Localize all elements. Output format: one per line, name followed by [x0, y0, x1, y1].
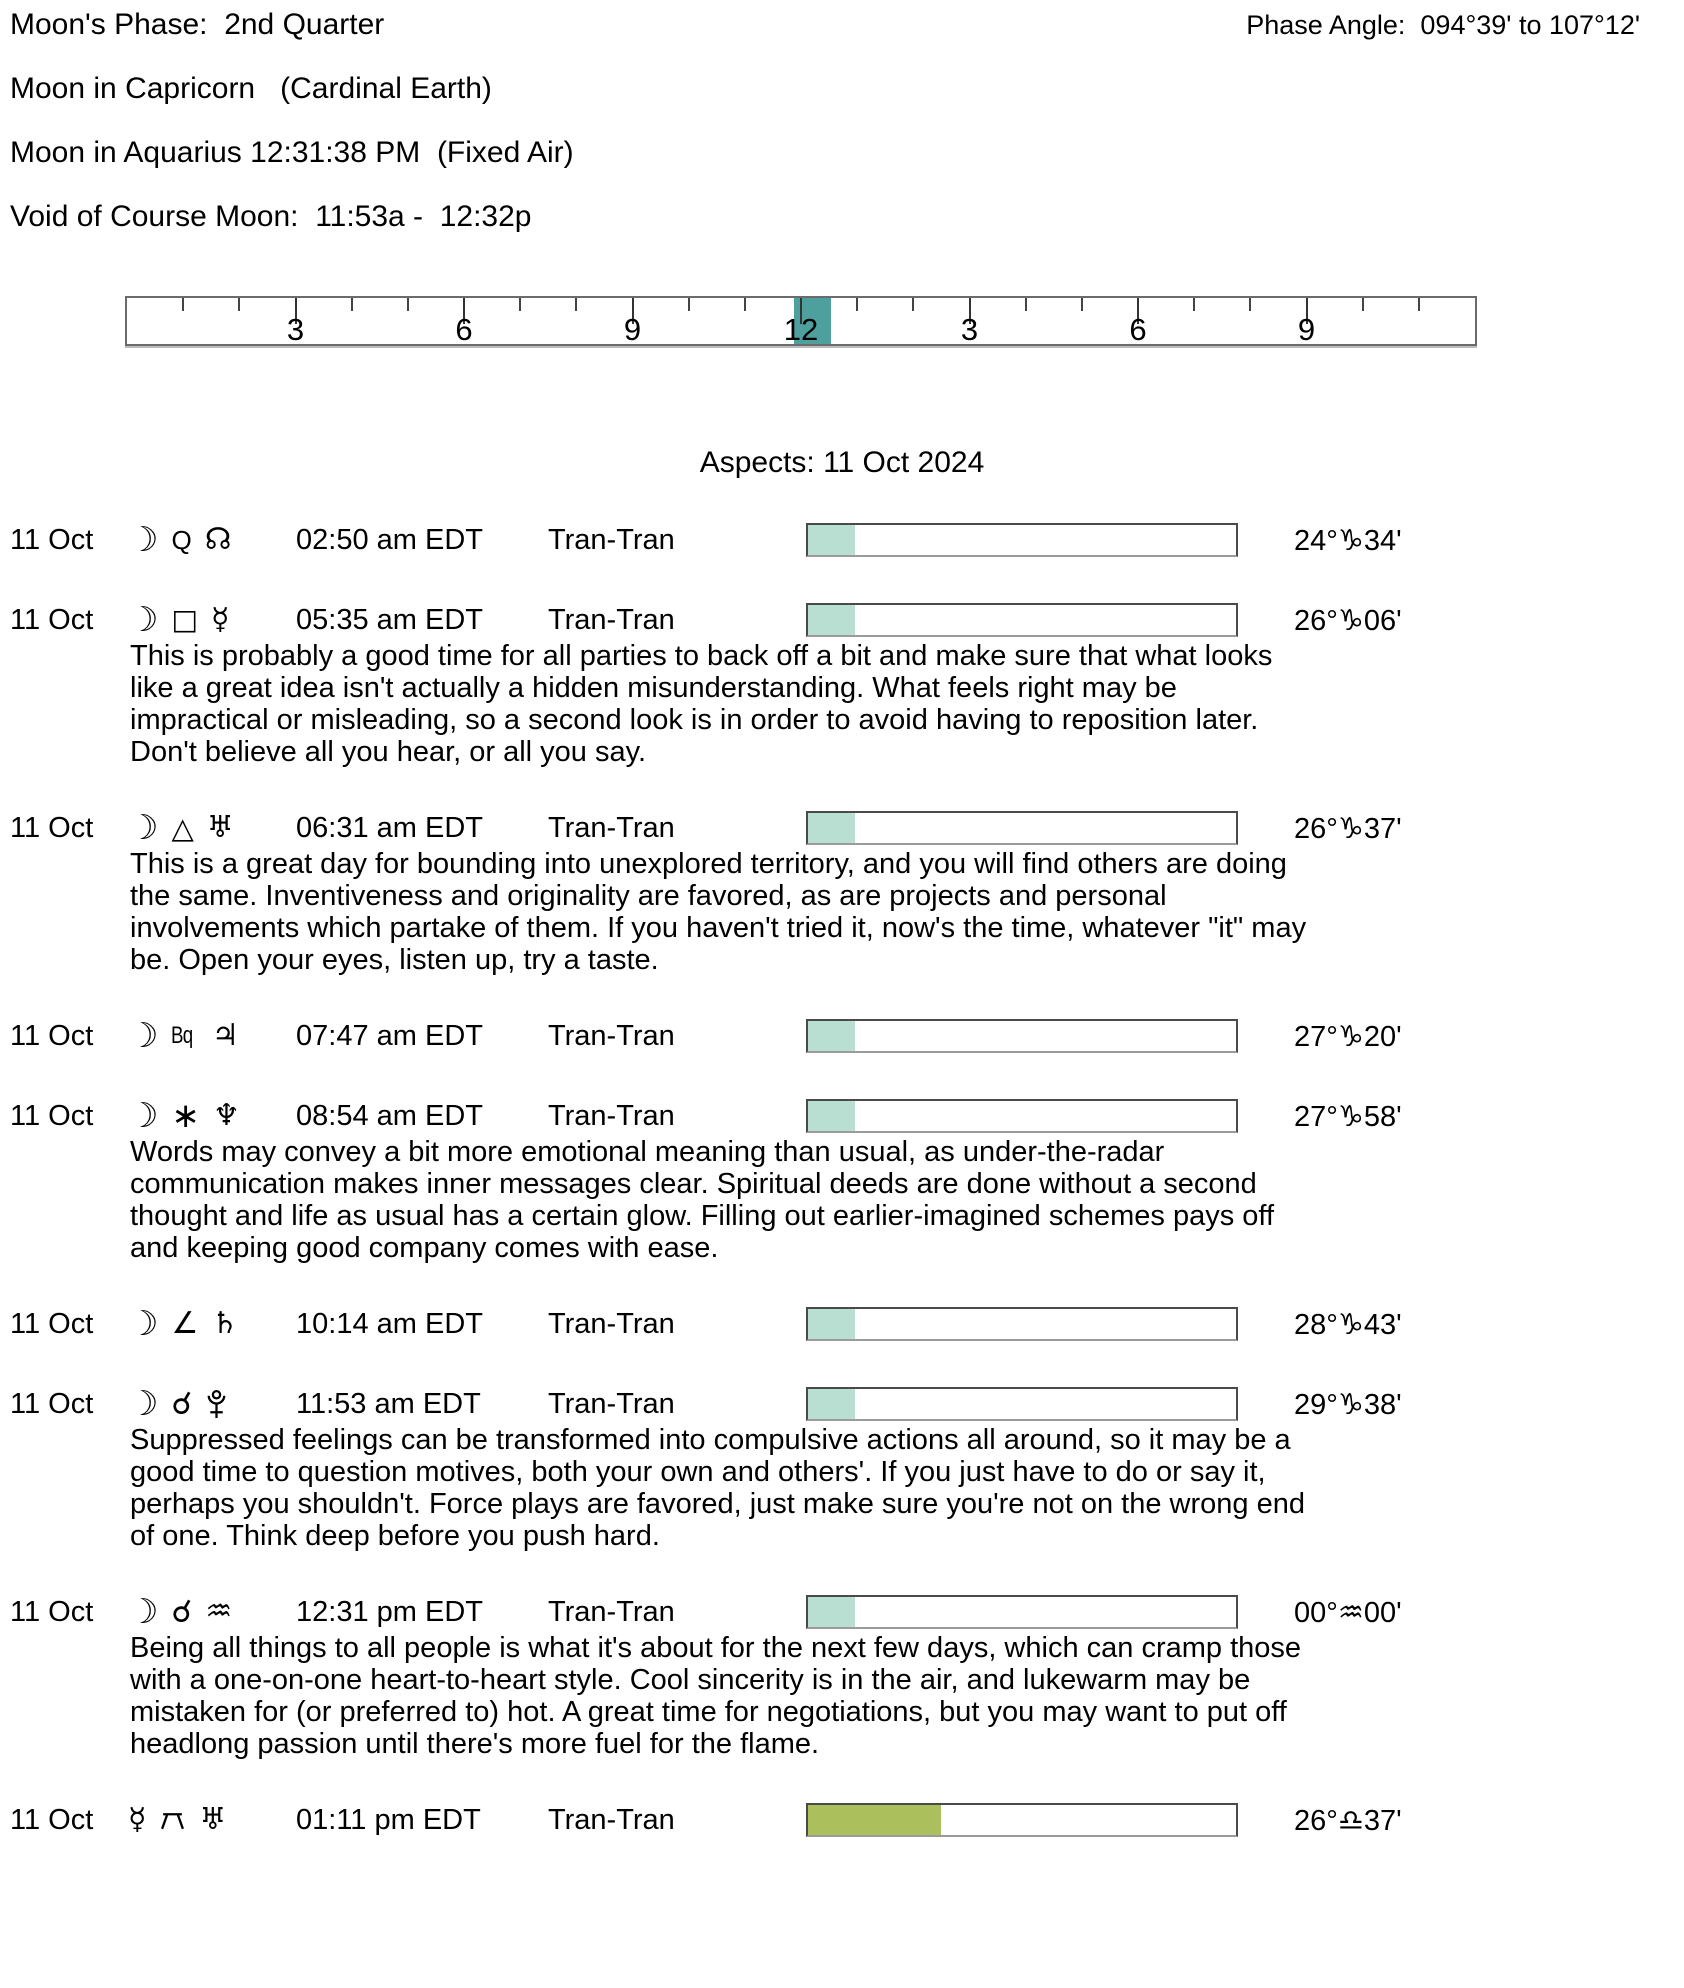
ruler-hour-label: 9: [623, 312, 642, 347]
aspect-description: This is probably a good time for all parties to back off a bit and make sure that what looks like a great idea isn't actually a hidden misunderstanding. What feels right may be impractical or misleading, so a second look is in order to avoid having to reposition later. Don't believe all you hear, or all you say.: [130, 640, 1273, 768]
aspect-degree-value: 00°♒00': [1294, 1596, 1402, 1629]
moon-capricorn-line: [0, 72, 1684, 106]
aspect-description: Being all things to all people is what it's about for the next few days, which can cramp those with a one-on-one heart-to-heart style. Cool sincerity is in the air, and lukewarm may be mistaken for (or preferred to) hot. A great time for negotiations, but you may want to put off headlong passion until there's more fuel for the flame.: [130, 1632, 1302, 1760]
moon-aquarius-label: Moon in Aquarius 12:31:38 PM: [10, 136, 421, 169]
spacer: [208, 8, 225, 41]
moon-aquarius-line: [0, 136, 1684, 170]
moon-capricorn-detail: (Cardinal Earth): [280, 72, 492, 105]
mercury-glyph: ☿: [210, 602, 230, 637]
moon-glyph: ☽: [128, 1304, 159, 1344]
aspect-type: Tran-Tran: [548, 603, 675, 636]
ruler-hour-label: 6: [455, 312, 473, 347]
aspect-type: Tran-Tran: [548, 1019, 675, 1052]
ruler-tick: [1249, 298, 1251, 311]
aspect-date: 11 Oct: [10, 1099, 94, 1132]
aspect-glyphs: [128, 1384, 296, 1424]
aspect-orb-bar-fill: [808, 1597, 855, 1627]
moon-phase-value: 2nd Quarter: [224, 8, 385, 41]
pluto-glyph: [205, 1389, 228, 1420]
aspect-orb-bar-fill: [808, 605, 855, 635]
aspect-degree-value: 26°♎37': [1294, 1804, 1402, 1837]
aspect-row: [0, 1304, 1684, 1344]
ruler-hour-label: 12: [783, 312, 819, 347]
aspect-block: [0, 1304, 1684, 1344]
aspect-degree-value: 24°♑34': [1294, 524, 1402, 557]
aspect-orb-bar-fill: [808, 525, 855, 555]
aspect-time: 08:54 am EDT: [296, 1099, 483, 1132]
ruler-tick: [238, 298, 240, 311]
voc-text: [10, 200, 531, 234]
aspect-degree-value: 28°♑43': [1294, 1308, 1402, 1341]
aspect-glyphs: [128, 808, 296, 848]
aspect-orb-bar: [806, 811, 1238, 845]
aspect-block: [0, 1800, 1684, 1840]
aspect-type: Tran-Tran: [548, 1387, 675, 1420]
header: [0, 0, 1684, 234]
aspect-row: [0, 808, 1684, 848]
voc-label: Void of Course Moon:: [10, 200, 299, 233]
aspect-glyphs: [128, 1096, 296, 1136]
aspect-date: 11 Oct: [10, 811, 94, 844]
moon-glyph: ☽: [128, 1016, 159, 1056]
aspect-row: [0, 1016, 1684, 1056]
aspect-row: [0, 1384, 1684, 1424]
ruler-tick: [912, 298, 914, 311]
quincunx-glyph: [159, 1808, 186, 1833]
sextile-glyph: ∗: [171, 1096, 200, 1136]
moon-aquarius-text: [10, 136, 574, 170]
aspect-orb-bar: [806, 1803, 1238, 1837]
aspect-glyphs: [128, 1592, 296, 1632]
trine-glyph: △: [171, 810, 194, 845]
aspect-orb-bar: [806, 523, 1238, 557]
moon-glyph: ☽: [128, 1592, 159, 1632]
phase-angle-value: 094°39' to 107°12': [1420, 10, 1640, 40]
aspect-glyphs: [128, 1016, 296, 1056]
aspect-orb-bar-fill: [808, 813, 855, 843]
aspects-list: [0, 520, 1684, 1840]
aspect-date: 11 Oct: [10, 1307, 94, 1340]
aspect-orb-bar-fill: [808, 1309, 855, 1339]
aspect-time: 10:14 am EDT: [296, 1307, 483, 1340]
ruler-tick: [519, 298, 521, 311]
aspect-degree-value: 27°♑20': [1294, 1020, 1402, 1053]
aspect-orb-bar-fill: [808, 1101, 855, 1131]
aspect-type: Tran-Tran: [548, 1307, 675, 1340]
aspect-row: [0, 520, 1684, 560]
moon-phase-label: Moon's Phase:: [10, 8, 208, 41]
ruler-hour-label: 6: [1129, 312, 1147, 347]
ruler-hour-label: 3: [960, 312, 979, 347]
ruler-tick: [856, 298, 858, 311]
uranus-glyph: ♅: [206, 810, 234, 845]
quintile-glyph: Q: [171, 525, 192, 555]
aspect-date: 11 Oct: [10, 523, 94, 556]
aspect-block: [0, 520, 1684, 560]
aspect-row: [0, 1800, 1684, 1840]
aspect-date: 11 Oct: [10, 1595, 94, 1628]
moon-glyph: ☽: [128, 1384, 159, 1424]
aspect-time: 11:53 am EDT: [296, 1387, 481, 1420]
aspect-orb-bar: [806, 603, 1238, 637]
aspect-row: [0, 1592, 1684, 1632]
ruler-tick: [182, 298, 184, 311]
ruler-tick: [1193, 298, 1195, 311]
aspect-orb-bar-fill: [808, 1805, 941, 1835]
aspect-type: Tran-Tran: [548, 1803, 675, 1836]
aspect-block: [0, 600, 1684, 768]
ruler-hour-label: 3: [286, 312, 305, 347]
aspect-time: 05:35 am EDT: [296, 603, 483, 636]
aspect-type: Tran-Tran: [548, 811, 675, 844]
aspect-time: 07:47 am EDT: [296, 1019, 483, 1052]
aspect-time: 06:31 am EDT: [296, 811, 483, 844]
moon-glyph: ☽: [128, 808, 159, 848]
aspect-time: 12:31 pm EDT: [296, 1595, 483, 1628]
ruler-tick: [1025, 298, 1027, 311]
moon-phase-text: [10, 8, 384, 42]
aspect-glyphs: [128, 600, 296, 640]
aspect-block: [0, 808, 1684, 976]
ruler-tick: [407, 298, 409, 311]
square-glyph: □: [171, 603, 198, 636]
ruler-tick: [744, 298, 746, 311]
conjunction-glyph: ☌: [171, 1593, 193, 1630]
aspect-orb-bar: [806, 1307, 1238, 1341]
voc-line: [0, 200, 1684, 234]
aspect-time: 02:50 am EDT: [296, 523, 483, 556]
aspect-block: [0, 1592, 1684, 1760]
aspect-orb-bar: [806, 1387, 1238, 1421]
aspect-glyphs: [128, 1304, 296, 1344]
voc-value: 11:53a - 12:32p: [315, 200, 532, 233]
mercury-glyph: ☿: [128, 1802, 147, 1837]
aspect-date: 11 Oct: [10, 603, 94, 636]
aspect-block: [0, 1016, 1684, 1056]
aspect-block: [0, 1384, 1684, 1552]
ruler-tick: [351, 298, 353, 311]
aspect-description: This is a great day for bounding into unexplored territory, and you will find others are doing the same. Inventiveness and originality are favored, as are projects and personal involvements which partake of them. If you haven't tried it, now's the time, whatever "it" may be. Open your eyes, listen up, try a taste.: [130, 848, 1307, 976]
aspect-glyphs: [128, 1802, 296, 1837]
north-node-glyph: ☊: [204, 522, 232, 557]
aspect-degree-value: 26°♑06': [1294, 604, 1402, 637]
ruler-tick: [1081, 298, 1083, 311]
aspect-row: [0, 600, 1684, 640]
aspect-date: 11 Oct: [10, 1803, 94, 1836]
ruler-tick: [1362, 298, 1364, 311]
biquintile-glyph: Bq: [171, 1022, 193, 1049]
conjunction-glyph: ☌: [171, 1385, 193, 1422]
aspect-orb-bar-fill: [808, 1021, 855, 1051]
aspect-glyphs: [128, 520, 296, 560]
moon-glyph: ☽: [128, 520, 159, 560]
moon-aquarius-detail: (Fixed Air): [436, 136, 574, 169]
aspect-orb-bar: [806, 1099, 1238, 1133]
moon-phase-line: [0, 8, 1684, 42]
aspect-orb-bar: [806, 1595, 1238, 1629]
aspect-row: [0, 1096, 1684, 1136]
phase-angle: [1246, 10, 1640, 41]
moon-glyph: ☽: [128, 1096, 159, 1136]
ruler-hour-label: 9: [1297, 312, 1316, 347]
ruler-tick: [1418, 298, 1420, 311]
semisquare-glyph: ∠: [171, 1306, 199, 1341]
aspect-block: [0, 1096, 1684, 1264]
ruler-tick: [688, 298, 690, 311]
spacer: [420, 136, 437, 169]
ruler-tick: [575, 298, 577, 311]
moon-glyph: ☽: [128, 600, 159, 640]
moon-capricorn-label: Moon in Capricorn: [10, 72, 256, 105]
neptune-glyph: ♆: [212, 1098, 240, 1133]
aspect-description: Words may convey a bit more emotional meaning than usual, as under-the-radar communication makes inner messages clear. Spiritual deeds are done without a second thought and life as usual has a certain glow. Filling out earlier-imagined schemes pays off and keeping good company comes with ease.: [130, 1136, 1274, 1264]
aspect-type: Tran-Tran: [548, 1099, 675, 1132]
aquarius-glyph: ♒: [205, 1594, 233, 1629]
jupiter-glyph: ♃: [211, 1018, 239, 1053]
spacer: [255, 72, 280, 105]
voc-ruler: [125, 296, 1477, 346]
aspect-degree-value: 26°♑37': [1294, 812, 1402, 845]
saturn-glyph: ♄: [211, 1306, 239, 1341]
aspect-time: 01:11 pm EDT: [296, 1803, 481, 1836]
aspects-title: Aspects: 11 Oct 2024: [699, 446, 985, 479]
phase-angle-label: Phase Angle:: [1246, 10, 1406, 40]
aspect-date: 11 Oct: [10, 1387, 94, 1420]
uranus-glyph: ♅: [199, 1802, 227, 1837]
aspect-description: Suppressed feelings can be transformed into compulsive actions all around, so it may be a good time to question motives, both your own and others'. If you just have to do or say it, perhaps you shouldn't. Force plays are favored, just make sure you're not on the wrong end of one. Think deep before you push hard.: [130, 1424, 1305, 1552]
aspect-type: Tran-Tran: [548, 1595, 675, 1628]
spacer: [299, 200, 316, 233]
aspect-orb-bar: [806, 1019, 1238, 1053]
spacer: [1405, 10, 1420, 40]
aspect-degree-value: 27°♑58': [1294, 1100, 1402, 1133]
moon-capricorn-text: [10, 72, 492, 106]
aspect-degree-value: 29°♑38': [1294, 1388, 1402, 1421]
aspect-type: Tran-Tran: [548, 523, 675, 556]
aspect-orb-bar-fill: [808, 1389, 855, 1419]
aspect-date: 11 Oct: [10, 1019, 94, 1052]
